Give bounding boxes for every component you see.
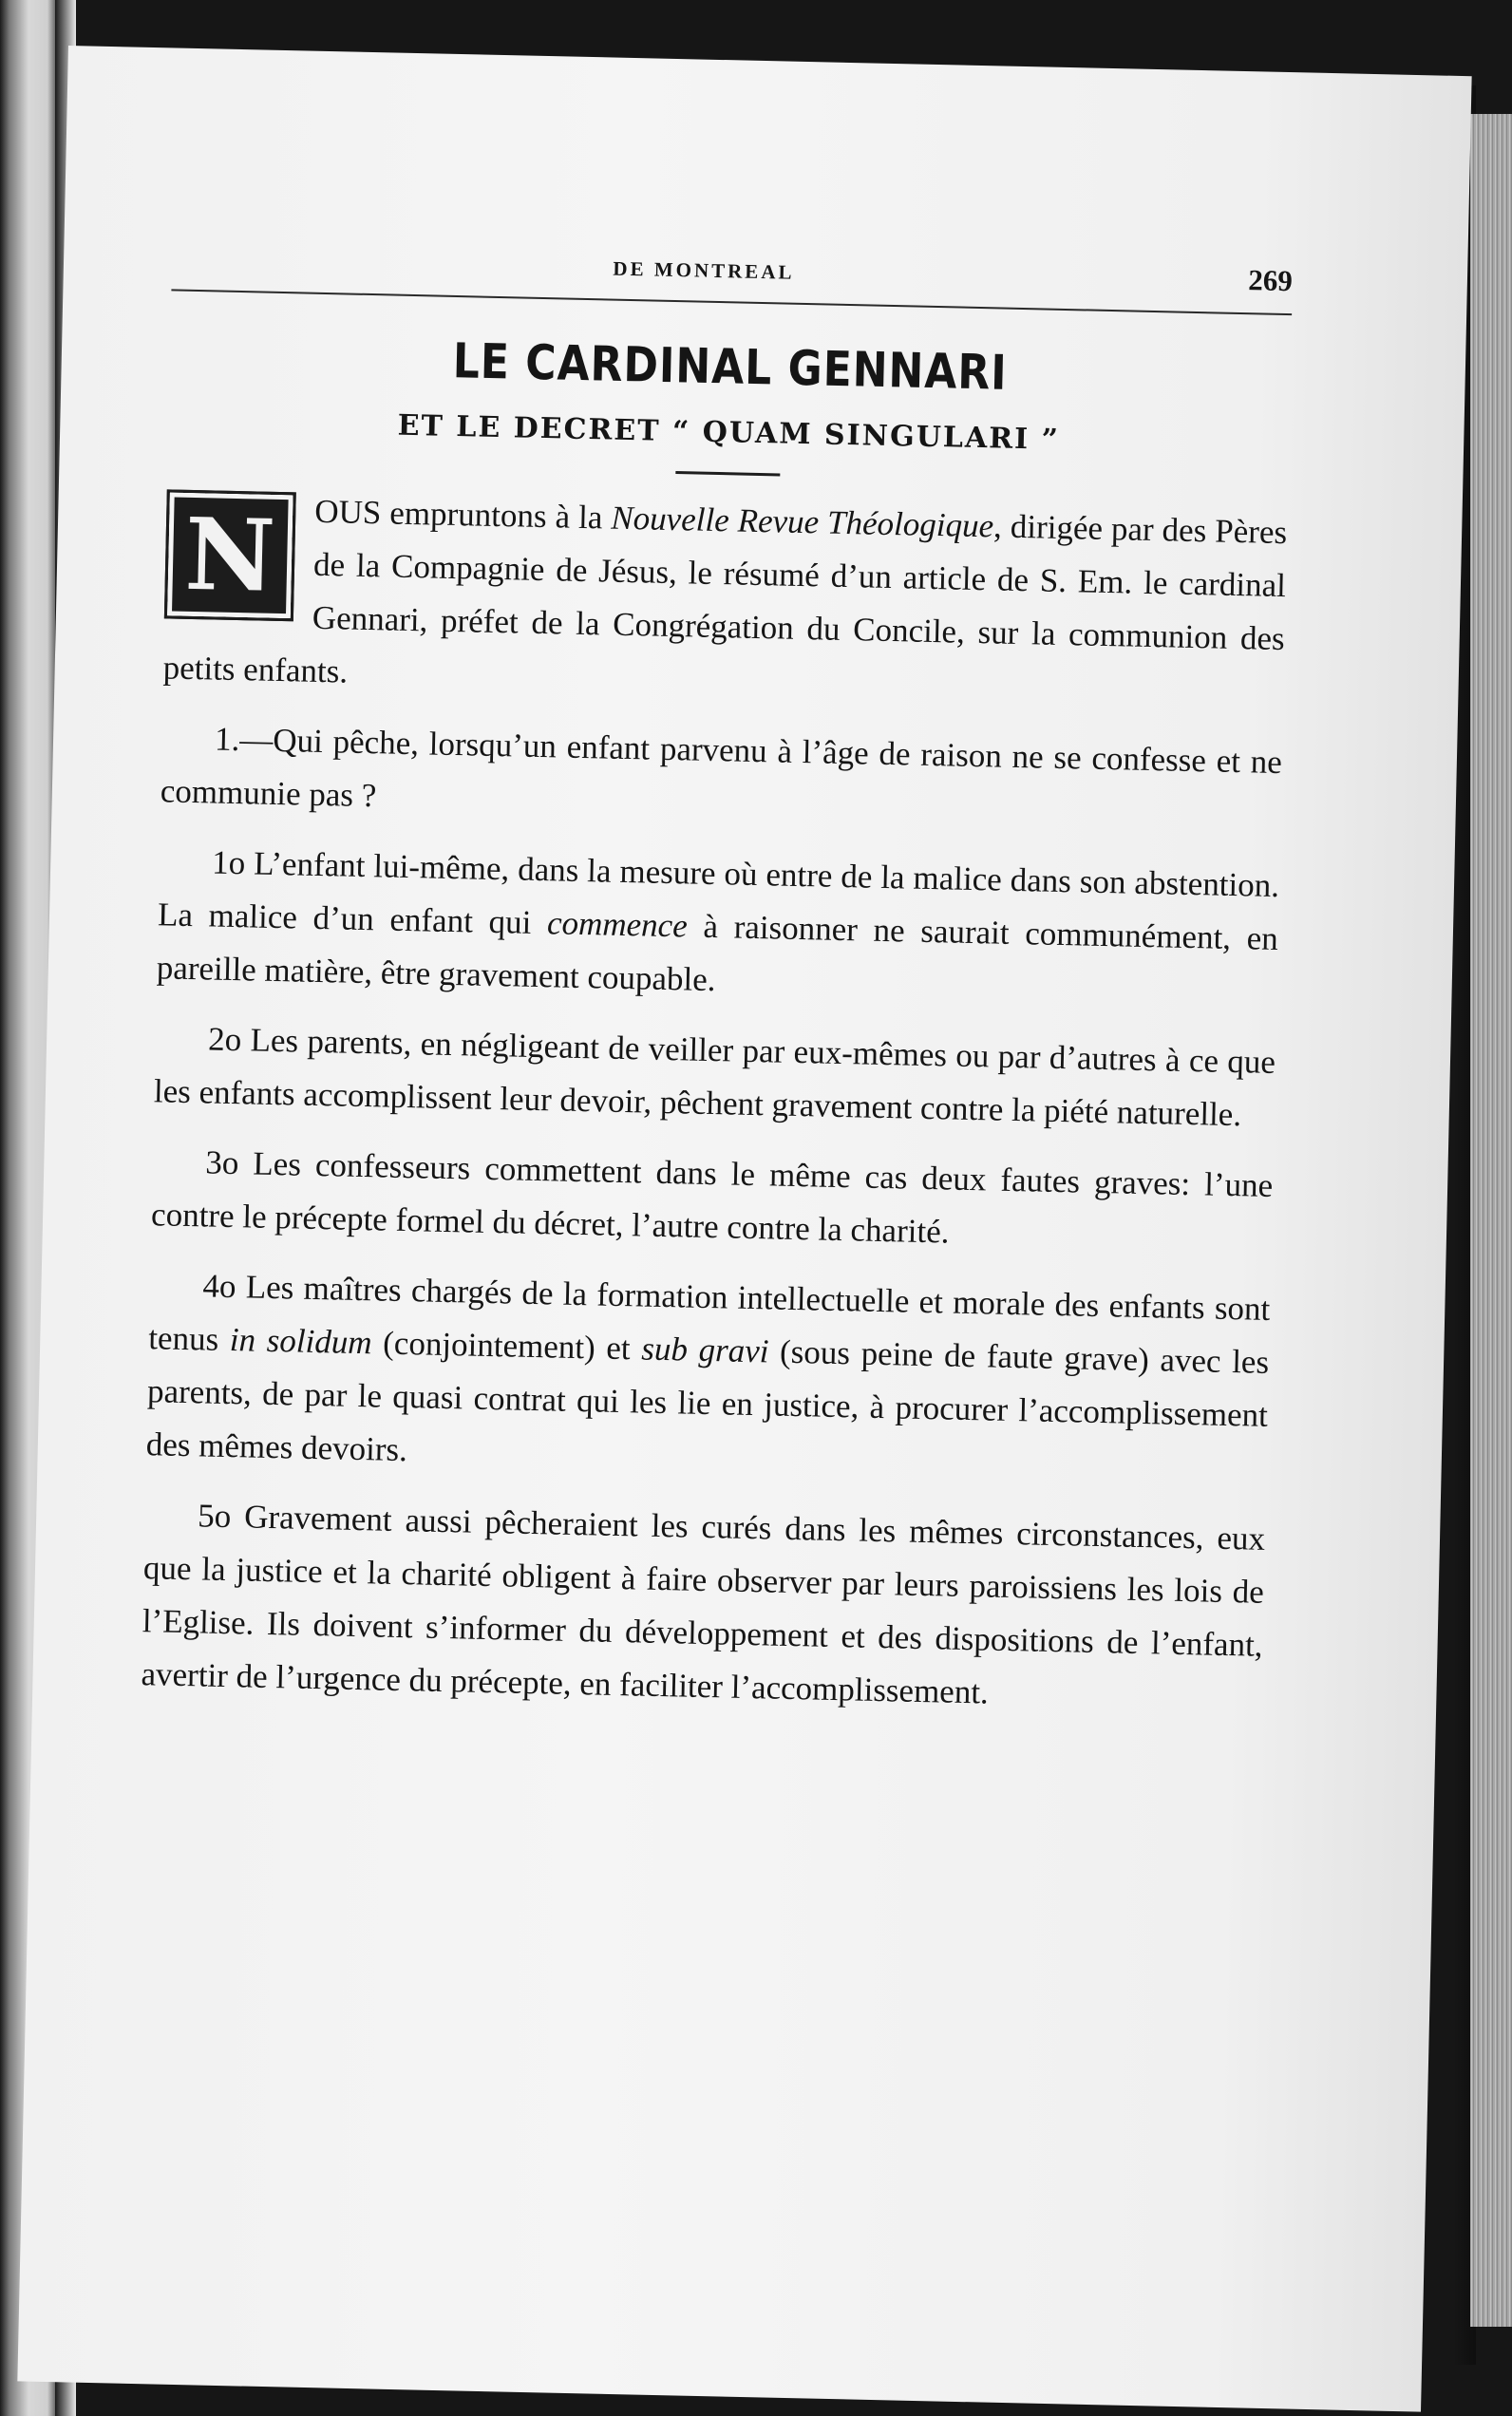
point-1-before: 1o L’enfant lui-même, dans la mesure où entre de la malice dans son abstention. La malice d’un enfant qui [157, 843, 1280, 942]
title-rule [675, 471, 780, 476]
stacked-page-edges [1470, 114, 1512, 2327]
dropcap-ornament [164, 489, 296, 621]
page-header [171, 247, 1293, 330]
point-4-after: (sous peine de faute grave) avec les parents, de par le quasi contrat qui les lie en justice, à procurer l’accomplissement des mêmes devoirs. [145, 1332, 1270, 1469]
point-5-paragraph: 5o Gravement aussi pêcheraient les curés dans les mêmes circonstances, eux que la justice et la charité obligent à faire observer par leurs paroissiens les lois de l’Eglise. Ils doivent s’informer du développement et des dispositions de l’enfant, avertir de l’urgence du précepte, en faciliter l’accomplissement. [141, 1497, 1266, 1711]
article-subtitle: ET LE DECRET “ QUAM SINGULARI ” [397, 408, 1061, 457]
intro-paragraph [162, 481, 1288, 719]
page-number: 269 [1248, 263, 1294, 298]
dropcap-letter: N [183, 495, 277, 614]
point-1-paragraph [156, 835, 1279, 1019]
point-4-emphasis-2: sub gravi [640, 1330, 769, 1370]
question-paragraph: 1.—Qui pêche, lorsqu’un enfant parvenu à l’âge de raison ne se confesse et ne communie pas ? [160, 720, 1283, 815]
page-content [141, 247, 1294, 1742]
article-title: LE CARDINAL GENNARI [452, 333, 1009, 402]
point-1-emphasis: commence [546, 904, 689, 945]
book-page [17, 46, 1471, 2412]
point-3-paragraph: 3o Les confesseurs commettent dans le même cas deux fautes graves: l’une contre le précepte formel du décret, l’autre contre la charité. [150, 1143, 1274, 1251]
article-body [141, 481, 1288, 1725]
intro-rest: , dirigée par des Pères de la Compagnie de Jésus, le résumé d’un article de S. Em. le cardinal Gennari, préfet de la Congrégation du Concile, sur la communion des petits enfants. [162, 507, 1288, 690]
point-4-middle: (conjointement) et [371, 1324, 642, 1368]
point-2-paragraph: 2o Les parents, en négligeant de veiller par eux-mêmes ou par d’autres à ce que les enfants accomplissent leur devoir, pêchent gravement contre la piété naturelle. [153, 1020, 1276, 1134]
point-4-emphasis-1: in solidum [229, 1321, 373, 1362]
header-rule [171, 289, 1292, 315]
running-head: DE MONTREAL [613, 256, 795, 284]
point-4-before: 4o Les maîtres chargés de la formation intellectuelle et morale des enfants sont tenus [147, 1267, 1271, 1359]
intro-lead: OUS empruntons à la [313, 492, 612, 537]
point-4-paragraph [145, 1258, 1271, 1496]
point-1-after: à raisonner ne saurait communément, en pareille matière, être gravement coupable. [156, 907, 1279, 999]
journal-name: Nouvelle Revue Théologique [610, 499, 994, 545]
